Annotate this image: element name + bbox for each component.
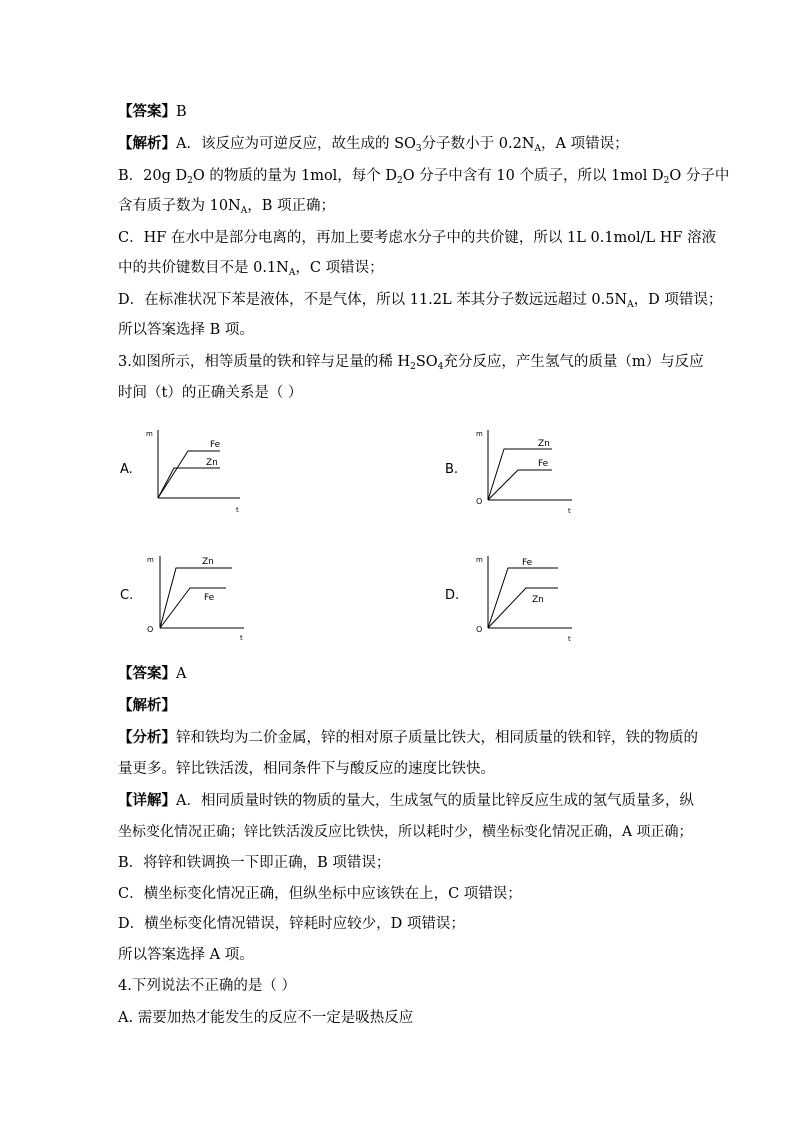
text: 中的共价键数目不是 0.1N [118, 260, 289, 276]
option-b-label: B. [445, 462, 459, 477]
subscript: A [627, 300, 634, 310]
upper-curve-label: Zn [538, 439, 550, 449]
y-axis-label: m [146, 430, 153, 438]
option-a-label: A. [120, 462, 133, 477]
fe-curve [488, 470, 552, 500]
analysis3-label: 【解析】 [118, 697, 176, 714]
text: D．在标准状况下苯是液体，不是气体，所以 11.2L 苯其分子数远远超过 0.5N [118, 292, 628, 308]
text: O 的物质的量为 1mol，每个 D [192, 168, 398, 184]
lower-curve-label: Fe [538, 459, 549, 469]
answer-value: A [176, 666, 187, 682]
zn-curve [488, 449, 552, 500]
text: 充分反应，产生氢气的质量（m）与反应 [443, 354, 704, 370]
question4-stem: 4.下列说法不正确的是（ ） [118, 978, 296, 994]
option-a-graph [140, 420, 250, 515]
fe-curve [160, 588, 226, 628]
answer-label: 【答案】 [118, 103, 176, 120]
text: 含有质子数为 10N [118, 198, 241, 214]
answer3-line [118, 664, 186, 684]
zn-curve [488, 588, 558, 628]
upper-curve-label: Zn [202, 557, 214, 567]
xiangjie-line2: 坐标变化情况正确；锌比铁活泼反应比铁快，所以耗时少，横坐标变化情况正确，A 项正确； [118, 824, 693, 840]
x-axis-label: t [236, 506, 239, 514]
option-c-label: C. [120, 588, 134, 603]
subscript: 2 [663, 176, 670, 186]
lower-curve-label: Zn [532, 595, 544, 605]
option-c-graph [144, 548, 254, 643]
analysis-label: 【解析】 [118, 135, 176, 152]
upper-curve-label: Fe [522, 558, 533, 568]
text: 3.如图所示，相等质量的铁和锌与足量的稀 H [118, 354, 411, 370]
x-axis-label: t [568, 507, 571, 515]
text: ，D 项错误； [633, 292, 723, 308]
lower-curve-label: Fe [204, 593, 215, 603]
text: O 分子中含有 10 个质子，所以 1mol D [402, 168, 664, 184]
analysis-c-line1 [118, 228, 716, 248]
subscript: 2 [187, 176, 193, 186]
origin-label: O [147, 625, 154, 634]
analysis3-conclusion: 所以答案选择 A 项。 [118, 947, 254, 963]
xiangjie-b: B．将锌和铁调换一下即正确，B 项错误； [118, 855, 391, 871]
analysis-b-line1 [118, 166, 729, 186]
answer-line [118, 102, 187, 122]
subscript: A [288, 268, 296, 278]
option-d-label: D. [445, 588, 460, 603]
answer-value: B [176, 104, 187, 120]
xiangjie-c: C．横坐标变化情况正确，但纵坐标中应该铁在上，C 项错误； [118, 886, 522, 902]
subscript: 3 [415, 144, 422, 154]
fenxi-line1 [118, 728, 698, 748]
analysis-a-line [118, 134, 629, 154]
option-d-graph [472, 548, 582, 643]
text: SO [415, 354, 438, 370]
y-axis-label: m [476, 430, 483, 438]
y-axis-label: m [476, 556, 483, 564]
fenxi-label: 【分析】 [118, 729, 176, 746]
origin-label: O [476, 497, 483, 506]
subscript: 2 [397, 176, 403, 186]
analysis-d-line [118, 290, 722, 310]
y-axis-label: m [147, 556, 154, 564]
subscript: 4 [437, 362, 444, 372]
x-axis-label: t [240, 634, 243, 642]
question3-stem-line2: 时间（t）的正确关系是（ ） [118, 385, 303, 401]
text: A．相同质量时铁的物质的量大，生成氢气的质量比锌反应生成的氢气质量多，纵 [176, 793, 694, 809]
upper-curve-label: Fe [210, 440, 221, 450]
text: A．该反应为可逆反应，故生成的 SO [176, 136, 416, 152]
question4-option-a: A. 需要加热才能发生的反应不一定是吸热反应 [118, 1010, 414, 1026]
analysis-conclusion: 所以答案选择 B 项。 [118, 322, 254, 338]
origin-label: O [476, 625, 483, 634]
fe-curve [488, 568, 558, 628]
text: 分子数小于 0.2N [421, 136, 535, 152]
text: ，A 项错误； [541, 136, 629, 152]
text: C．HF 在水中是部分电离的，再加上要考虑水分子中的共价键，所以 1L 0.1mol/L HF 溶液 [118, 230, 717, 246]
analysis-c-line2 [118, 258, 384, 278]
analysis-b-line2 [118, 196, 335, 216]
zn-curve [160, 568, 232, 628]
xiangjie-d: D．横坐标变化情况错误，锌耗时应较少，D 项错误； [118, 916, 465, 932]
text: B．20g D [118, 168, 188, 184]
subscript: A [240, 206, 248, 216]
lower-curve-label: Zn [206, 458, 218, 468]
text: ，C 项错误； [295, 260, 384, 276]
fenxi-line2: 量更多。锌比铁活泼，相同条件下与酸反应的速度比铁快。 [118, 761, 495, 777]
question3-stem-line1 [118, 352, 704, 372]
text: ，B 项正确； [247, 198, 336, 214]
text: O 分子中 [669, 168, 730, 184]
xiangjie-label: 【详解】 [118, 792, 176, 809]
subscript: A [534, 144, 541, 154]
text: 锌和铁均为二价金属，锌的相对原子质量比铁大，相同质量的铁和锌，铁的物质的 [176, 730, 698, 746]
subscript: 2 [410, 362, 416, 372]
option-b-graph [472, 420, 582, 515]
x-axis-label: t [568, 635, 571, 643]
answer-label: 【答案】 [118, 665, 176, 682]
xiangjie-line1 [118, 791, 694, 811]
